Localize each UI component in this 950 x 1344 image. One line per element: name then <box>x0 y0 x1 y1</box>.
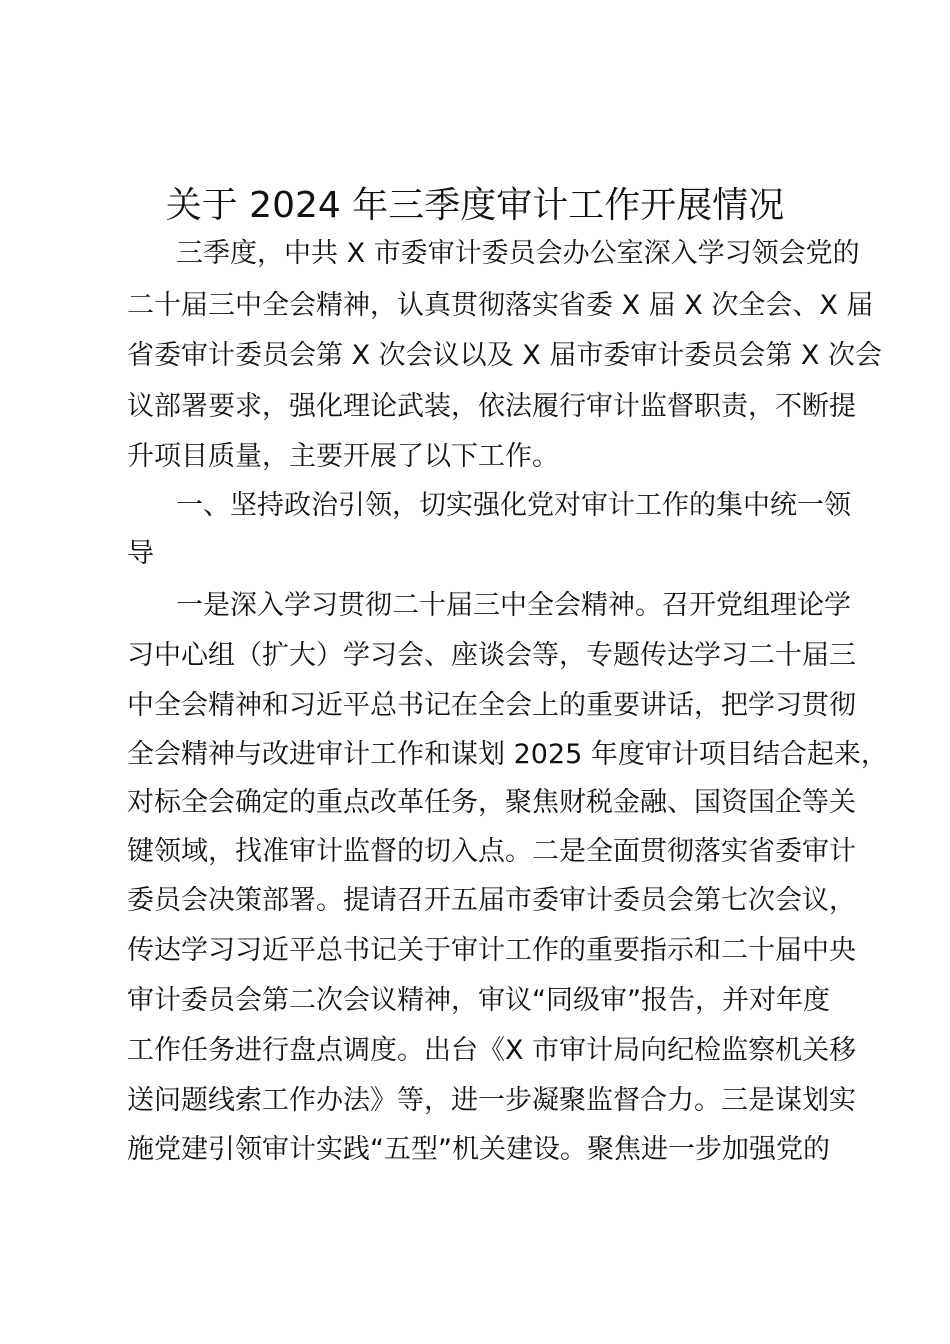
body-line: 一是深入学习贯彻二十届三中全会精神。召开党组理论学 <box>176 590 851 621</box>
body-line: 中全会精神和习近平总书记在全会上的重要讲话，把学习贯彻 <box>127 690 856 721</box>
body-line: 委员会决策部署。提请召开五届市委审计委员会第七次会议， <box>127 885 856 916</box>
section-heading-line: 导 <box>127 538 154 569</box>
body-line: 传达学习习近平总书记关于审计工作的重要指示和二十届中央 <box>127 935 856 966</box>
body-line: 工作任务进行盘点调度。出台《X 市审计局向纪检监察机关移 <box>127 1035 857 1066</box>
body-line: 施党建引领审计实践“五型”机关建设。聚焦进一步加强党的 <box>127 1134 830 1165</box>
intro-line: 三季度，中共 X 市委审计委员会办公室深入学习领会党的 <box>176 238 860 269</box>
body-line: 习中心组（扩大）学习会、座谈会等，专题传达学习二十届三 <box>127 640 856 671</box>
body-line: 键领域，找准审计监督的切入点。二是全面贯彻落实省委审计 <box>127 836 856 867</box>
intro-line: 二十届三中全会精神，认真贯彻落实省委 X 届 X 次全会、X 届 <box>127 290 874 321</box>
intro-line: 升项目质量，主要开展了以下工作。 <box>127 441 559 472</box>
document-title: 关于 2024 年三季度审计工作开展情况 <box>165 185 785 226</box>
body-line: 审计委员会第二次会议精神，审议“同级审”报告，并对年度 <box>127 985 830 1016</box>
body-line: 全会精神与改进审计工作和谋划 2025 年度审计项目结合起来， <box>127 739 888 770</box>
intro-line: 省委审计委员会第 X 次会议以及 X 届市委审计委员会第 X 次会 <box>127 340 882 371</box>
body-line: 送问题线索工作办法》等，进一步凝聚监督合力。三是谋划实 <box>127 1085 856 1116</box>
intro-line: 议部署要求，强化理论武装，依法履行审计监督职责，不断提 <box>127 391 856 422</box>
section-heading-line: 一、坚持政治引领，切实强化党对审计工作的集中统一领 <box>176 490 851 521</box>
body-line: 对标全会确定的重点改革任务，聚焦财税金融、国资国企等关 <box>127 787 856 818</box>
